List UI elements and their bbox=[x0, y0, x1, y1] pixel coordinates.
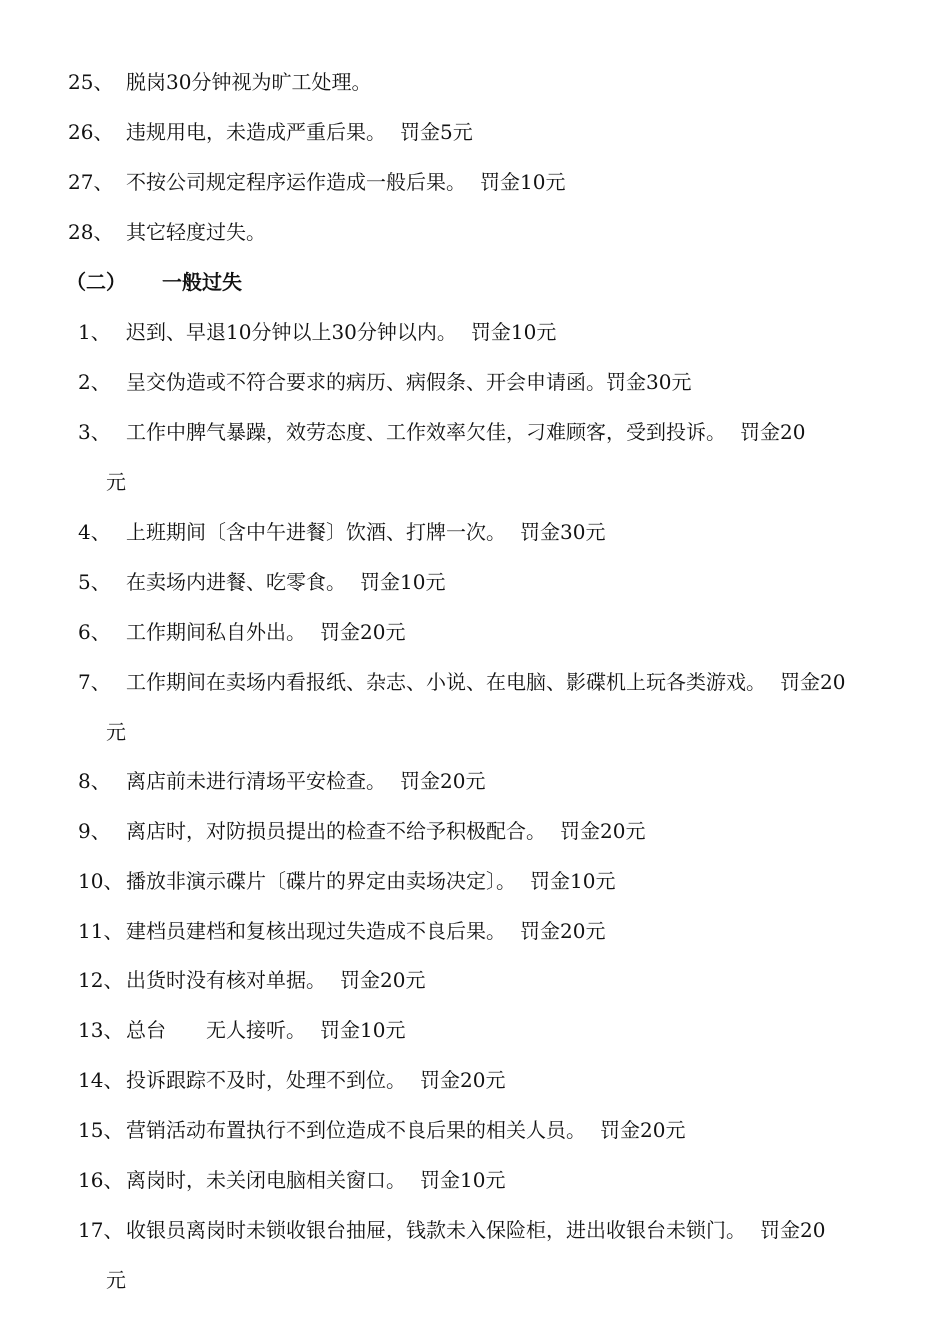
fine-amount: 罚金10元 bbox=[480, 170, 566, 194]
item-number: 9、 bbox=[78, 819, 111, 843]
item-number: 26、 bbox=[68, 120, 114, 144]
fine-amount: 罚金10元 bbox=[360, 570, 446, 594]
item-text: 呈交伪造或不符合要求的病历、病假条、开会申请函。罚金30元 bbox=[126, 370, 692, 394]
item-number: 12、 bbox=[78, 968, 124, 992]
item-number: 6、 bbox=[78, 620, 111, 644]
item-continuation: 元 bbox=[106, 470, 126, 494]
section-title: 一般过失 bbox=[162, 270, 242, 294]
item-text: 收银员离岗时未锁收银台抽屉，钱款未入保险柜，进出收银台未锁门。 罚金20 bbox=[126, 1218, 826, 1242]
fine-amount: 罚金10元 bbox=[420, 1168, 506, 1192]
item-text: 工作期间私自外出。 罚金20元 bbox=[126, 620, 406, 644]
fine-amount: 罚金20元 bbox=[340, 968, 426, 992]
fine-amount: 罚金20元 bbox=[520, 919, 606, 943]
item-text: 不按公司规定程序运作造成一般后果。 罚金10元 bbox=[126, 170, 566, 194]
item-text: 离岗时，未关闭电脑相关窗口。 罚金10元 bbox=[126, 1168, 506, 1192]
fine-amount: 罚金20 bbox=[780, 670, 846, 694]
item-number: 16、 bbox=[78, 1168, 124, 1192]
section-heading bbox=[66, 270, 242, 294]
item-text: 建档员建档和复核出现过失造成不良后果。 罚金20元 bbox=[126, 919, 606, 943]
item-text: 工作中脾气暴躁，效劳态度、工作效率欠佳，刁难顾客，受到投诉。 罚金20 bbox=[126, 420, 806, 444]
item-number: 3、 bbox=[78, 420, 111, 444]
fine-amount: 罚金10元 bbox=[320, 1018, 406, 1042]
item-text: 上班期间〔含中午进餐〕饮酒、打牌一次。 罚金30元 bbox=[126, 520, 606, 544]
item-text: 违规用电，未造成严重后果。 罚金5元 bbox=[126, 120, 473, 144]
item-continuation: 元 bbox=[106, 720, 126, 744]
item-text: 离店时，对防损员提出的检查不给予积极配合。 罚金20元 bbox=[126, 819, 646, 843]
fine-amount: 罚金5元 bbox=[400, 120, 473, 144]
fine-amount: 罚金30元 bbox=[520, 520, 606, 544]
fine-amount: 罚金20元 bbox=[560, 819, 646, 843]
item-text: 在卖场内进餐、吃零食。 罚金10元 bbox=[126, 570, 446, 594]
fine-amount: 罚金20元 bbox=[400, 769, 486, 793]
item-number: 7、 bbox=[78, 670, 111, 694]
item-text: 迟到、早退10分钟以上30分钟以内。 罚金10元 bbox=[126, 320, 557, 344]
item-number: 27、 bbox=[68, 170, 114, 194]
fine-amount: 罚金20元 bbox=[420, 1068, 506, 1092]
item-number: 11、 bbox=[78, 919, 124, 943]
section-label: （二） bbox=[66, 270, 126, 294]
item-text: 出货时没有核对单据。 罚金20元 bbox=[126, 968, 426, 992]
item-text: 播放非演示碟片〔碟片的界定由卖场决定〕。 罚金10元 bbox=[126, 869, 616, 893]
item-number: 5、 bbox=[78, 570, 111, 594]
item-number: 17、 bbox=[78, 1218, 124, 1242]
item-text: 离店前未进行清场平安检查。 罚金20元 bbox=[126, 769, 486, 793]
item-text: 其它轻度过失。 bbox=[126, 220, 266, 244]
fine-amount: 罚金20元 bbox=[600, 1118, 686, 1142]
fine-amount: 罚金20 bbox=[740, 420, 806, 444]
item-number: 2、 bbox=[78, 370, 111, 394]
fine-amount: 罚金10元 bbox=[470, 320, 557, 344]
item-text: 脱岗30分钟视为旷工处理。 bbox=[126, 70, 372, 94]
item-text: 工作期间在卖场内看报纸、杂志、小说、在电脑、影碟机上玩各类游戏。 罚金20 bbox=[126, 670, 846, 694]
item-text: 总台 无人接听。 罚金10元 bbox=[126, 1018, 406, 1042]
item-number: 4、 bbox=[78, 520, 111, 544]
item-number: 15、 bbox=[78, 1118, 124, 1142]
item-number: 8、 bbox=[78, 769, 111, 793]
fine-amount: 罚金10元 bbox=[530, 869, 616, 893]
fine-amount: 罚金20元 bbox=[320, 620, 406, 644]
fine-amount: 罚金20 bbox=[760, 1218, 826, 1242]
item-number: 28、 bbox=[68, 220, 114, 244]
item-continuation: 元 bbox=[106, 1268, 126, 1292]
item-number: 10、 bbox=[78, 869, 124, 893]
item-text: 投诉跟踪不及时，处理不到位。 罚金20元 bbox=[126, 1068, 506, 1092]
item-text: 营销活动布置执行不到位造成不良后果的相关人员。 罚金20元 bbox=[126, 1118, 686, 1142]
item-number: 25、 bbox=[68, 70, 114, 94]
item-number: 13、 bbox=[78, 1018, 124, 1042]
item-number: 14、 bbox=[78, 1068, 124, 1092]
item-number: 1、 bbox=[78, 320, 111, 344]
